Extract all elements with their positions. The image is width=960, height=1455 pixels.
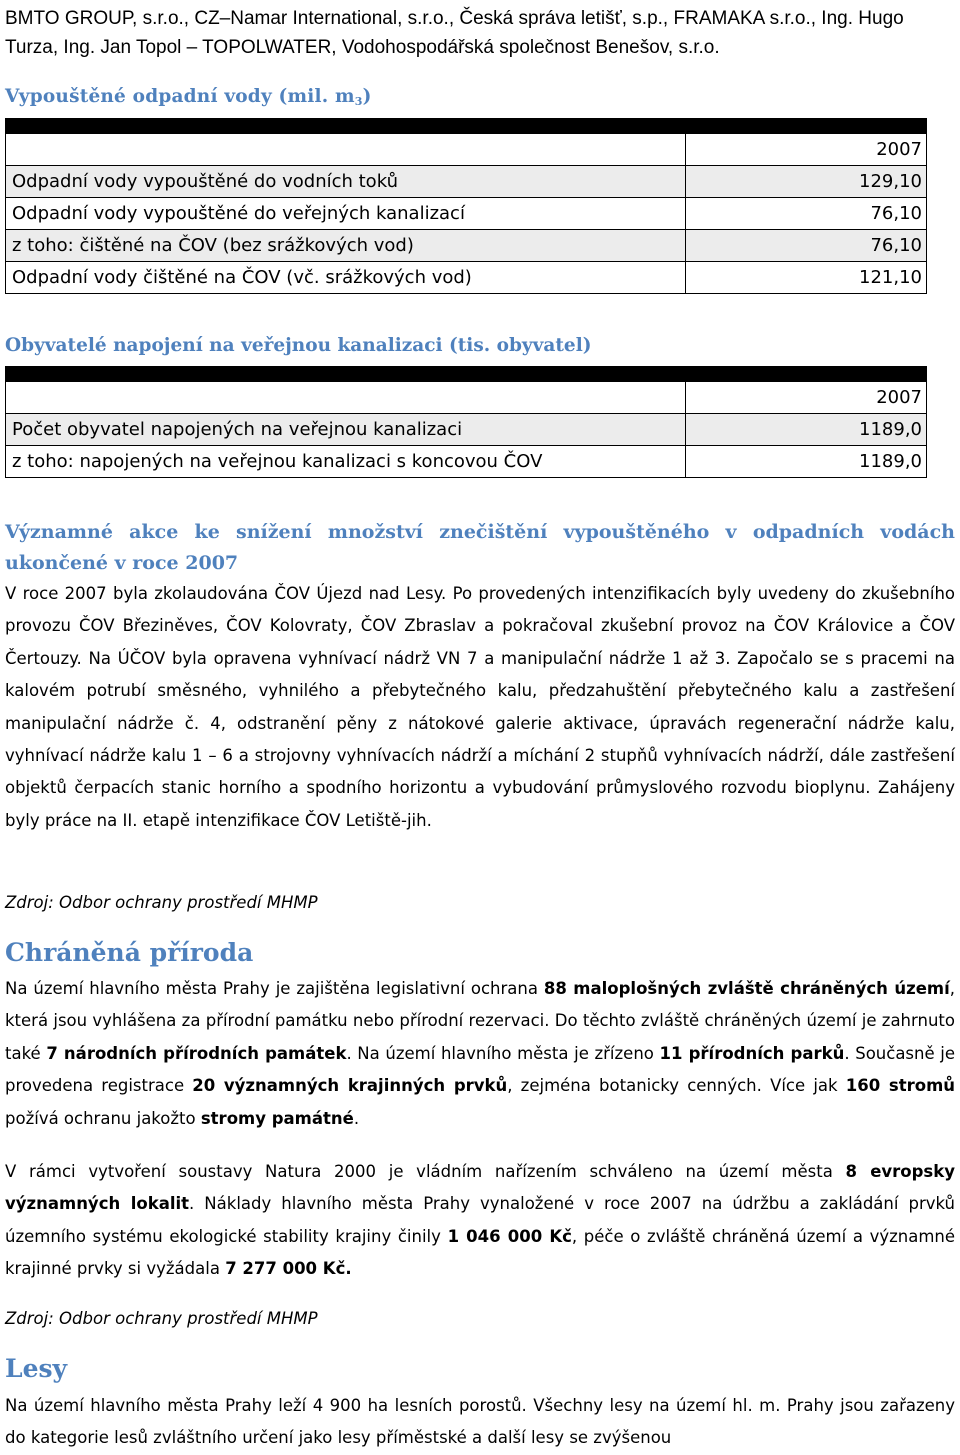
table-row: [6, 414, 927, 446]
emphasized-text: 20 významných krajinných prvků: [192, 1076, 508, 1096]
year-cell: 2007: [686, 382, 927, 414]
paragraph-text: V rámci vytvoření soustavy Natura 2000 je vládním nařízením schváleno na území města: [5, 1162, 846, 1181]
row-value: 1189,0: [686, 414, 927, 446]
source-note: Zdroj: Odbor ochrany prostředí MHMP: [5, 1309, 318, 1328]
population-table: [5, 366, 927, 478]
wastewater-table: [5, 118, 927, 294]
actions-paragraph: V roce 2007 byla zkolaudována ČOV Újezd nad Lesy. Po provedených intenzifikacích byly uvedeny do zkušebního provozu ČOV Březiněves, ČOV Kolovraty, ČOV Zbraslav a pokračoval zkušební provoz na ČOV Královice a ČOV Čertouzy. Na ÚČOV byla opravena vyhnívací nádrž VN 7 a manipulační nádrže 1 až 3. Započalo se s pracemi na kalovém potrubí směsného, vyhnilého a přebytečného kalu, předzahuštění přebytečného kalu a zastřešení manipulační nádrže č. 4, odstranění pěny z nátokové galerie aktivace, úpravách regenerační nádrže kalu, vyhnívací nádrže kalu 1 – 6 a strojovny vyhnívacích nádrží a míchání 2 stupňů vyhnívacích nádrží, dále zastřešení objektů čerpacích stanic horního a spodního horizontu a vybudování průmyslového rozvodu bioplynu. Zahájeny byly práce na II. etapě intenzifikace ČOV Letiště-jih.: [5, 584, 955, 830]
emphasized-text: 160 stromů: [845, 1076, 956, 1096]
emphasized-text: stromy památné: [200, 1108, 354, 1128]
row-value: 76,10: [686, 198, 927, 230]
actions-heading: Významné akce ke snížení množství znečištění vypouštěného v odpadních vodách ukončené v roce 2007: [5, 521, 955, 574]
emphasized-text: 1 046 000 Kč: [447, 1226, 572, 1246]
nature-paragraph-2: [5, 1156, 955, 1286]
paragraph-text: , která jsou vyhlášena za přírodní památku nebo přírodní rezervaci. Do těchto zvláště chráněných území je zahrnuto také: [5, 979, 955, 1063]
table-year-row: [6, 134, 927, 166]
emphasized-text: 8 evropsky významných lokalit: [5, 1162, 955, 1214]
paragraph-text: požívá ochranu jakožto: [5, 1108, 201, 1128]
water-table-title: [5, 86, 372, 107]
nature-heading: Chráněná příroda: [5, 938, 254, 967]
paragraph-text: . Na území hlavního města je zřízeno: [346, 1043, 660, 1063]
paragraph-text: . Současně je provedena registrace: [5, 1043, 955, 1096]
row-value: 121,10: [686, 262, 927, 294]
paragraph-text: Na území hlavního města Prahy je zajištěna legislativní ochrana: [5, 979, 544, 998]
row-label: z toho: čištěné na ČOV (bez srážkových vod): [6, 230, 686, 262]
table-row: [6, 198, 927, 230]
population-table-title: Obyvatelé napojení na veřejnou kanalizaci (tis. obyvatel): [5, 335, 592, 356]
table-row: [6, 166, 927, 198]
nature-paragraph-1: [5, 973, 955, 1135]
forest-heading: Lesy: [5, 1354, 68, 1383]
intro-company-list: BMTO GROUP, s.r.o., CZ–Namar International, s.r.o., Česká správa letišť, s.p., FRAMAKA s.r.o., Ing. Hugo Turza, Ing. Jan Topol – TOPOLWATER, Vodohospodářská společnost Benešov, s.r.o.: [5, 8, 904, 58]
table-row: [6, 262, 927, 294]
emphasized-text: 7 277 000 Kč.: [225, 1259, 352, 1279]
table-row: [6, 230, 927, 262]
water-title-text: Vypouštěné odpadní vody (mil. m: [5, 86, 355, 107]
water-title-end: ): [362, 86, 372, 107]
table-header-bar: [6, 119, 927, 134]
paragraph-text: . Náklady hlavního města Prahy vynaložené v roce 2007 na údržbu a zakládání prvků územního systému ekologické stability krajiny činily: [5, 1194, 956, 1246]
row-label: Odpadní vody vypouštěné do veřejných kanalizací: [6, 198, 686, 230]
row-value: 1189,0: [686, 446, 927, 478]
table-header-bar: [6, 367, 927, 382]
row-value: 76,10: [686, 230, 927, 262]
paragraph-text: , péče o zvláště chráněná území a významné krajinné prvky si vyžádala: [5, 1226, 956, 1279]
year-cell: 2007: [686, 134, 927, 166]
forest-paragraph: Na území hlavního města Prahy leží 4 900 ha lesních porostů. Všechny lesy na území hl. m. Prahy jsou zařazeny do kategorie lesů zvláštního určení jako lesy příměstské a další lesy se zvýšenou: [5, 1396, 955, 1448]
source-note: Zdroj: Odbor ochrany prostředí MHMP: [5, 893, 318, 912]
emphasized-text: 7 národních přírodních památek: [46, 1043, 347, 1063]
row-label: Odpadní vody čištěné na ČOV (vč. srážkových vod): [6, 262, 686, 294]
emphasized-text: 88 maloplošných zvláště chráněných území: [543, 979, 950, 998]
row-label: Odpadní vody vypouštěné do vodních toků: [6, 166, 686, 198]
row-label: z toho: napojených na veřejnou kanalizaci s koncovou ČOV: [6, 446, 686, 478]
row-value: 129,10: [686, 166, 927, 198]
water-title-unit-sub: 3: [354, 95, 363, 108]
paragraph-text: , zejména botanicky cenných. Více jak: [507, 1076, 846, 1096]
table-row: [6, 446, 927, 478]
emphasized-text: 11 přírodních parků: [659, 1043, 845, 1063]
table-year-row: [6, 382, 927, 414]
paragraph-text: .: [353, 1108, 360, 1128]
row-label: Počet obyvatel napojených na veřejnou kanalizaci: [6, 414, 686, 446]
